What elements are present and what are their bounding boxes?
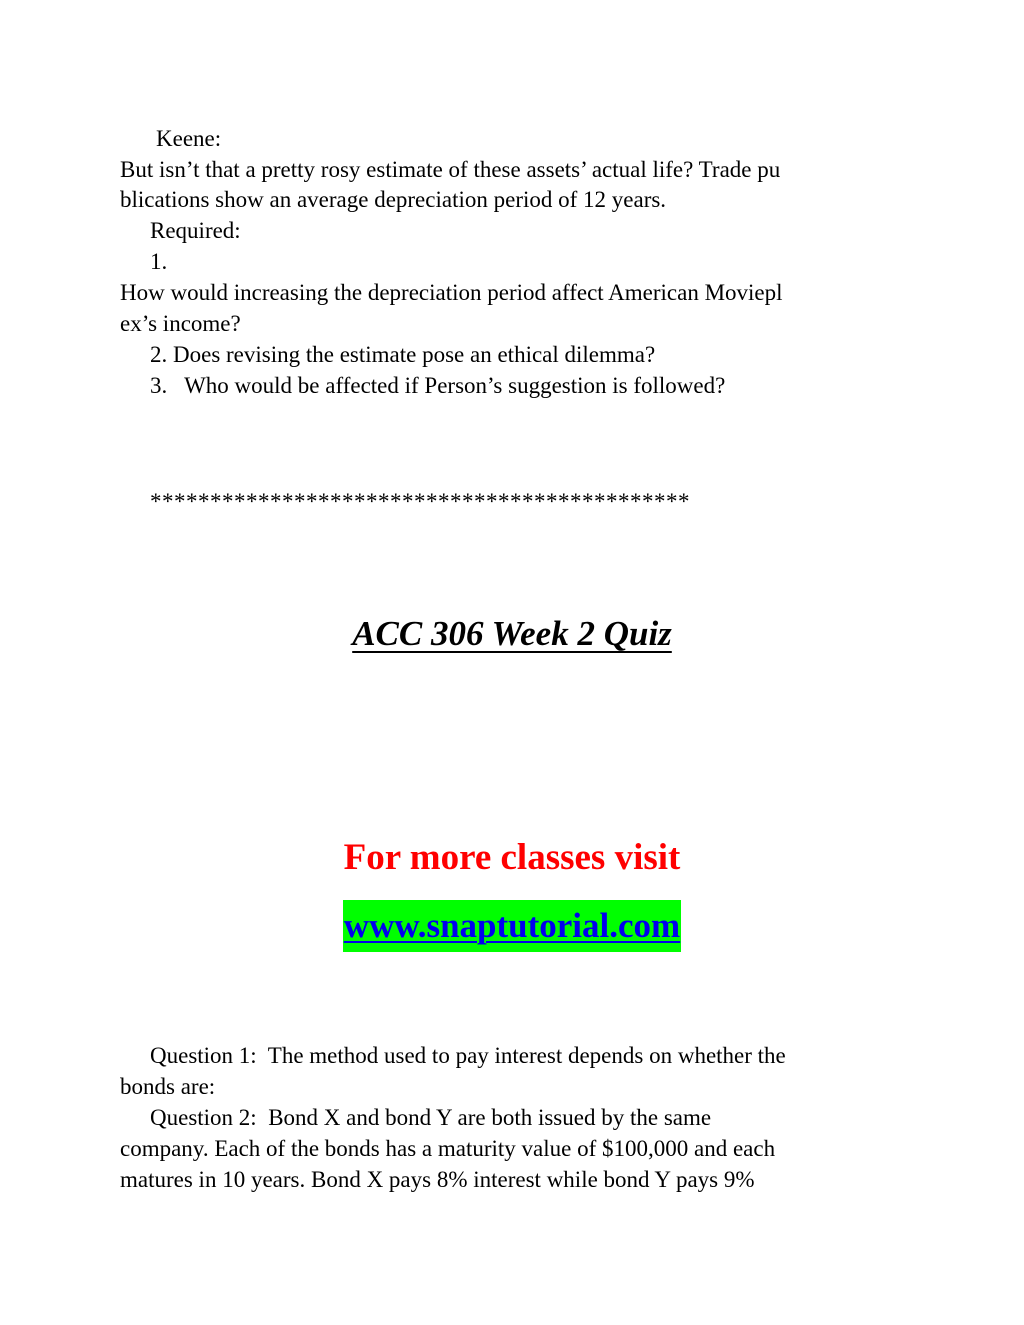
- question-text: matures in 10 years. Bond X pays 8% interest while bond Y pays 9%: [120, 1167, 755, 1192]
- promo-link-wrap: [0, 900, 1024, 952]
- question-text: 2. Does revising the estimate pose an ethical dilemma?: [150, 342, 656, 367]
- asterisk-divider: *********************************************: [150, 489, 690, 514]
- quiz-title-text: ACC 306 Week 2 Quiz: [352, 614, 672, 653]
- required-label: Required:: [150, 218, 241, 243]
- paragraph-line: blications show an average depreciation period of 12 years.: [120, 187, 667, 212]
- question-text: 3. Who would be affected if Person’s suggestion is followed?: [150, 373, 726, 398]
- promo-heading: For more classes visit: [343, 837, 681, 878]
- speaker-label: Keene:: [156, 126, 222, 151]
- question-text: bonds are:: [120, 1074, 216, 1099]
- question-text: company. Each of the bonds has a maturity value of $100,000 and each: [120, 1136, 776, 1161]
- question-text: Question 1: The method used to pay interest depends on whether the: [150, 1043, 786, 1068]
- paragraph-line: But isn’t that a pretty rosy estimate of these assets’ actual life? Trade pu: [120, 157, 781, 182]
- item-number: 1.: [150, 249, 168, 274]
- quiz-title: [0, 614, 1024, 654]
- question-text: How would increasing the depreciation period affect American Moviepl: [120, 280, 783, 305]
- question-text: ex’s income?: [120, 311, 241, 336]
- website-link[interactable]: www.snaptutorial.com: [343, 900, 681, 952]
- question-text: Question 2: Bond X and bond Y are both issued by the same: [150, 1105, 712, 1130]
